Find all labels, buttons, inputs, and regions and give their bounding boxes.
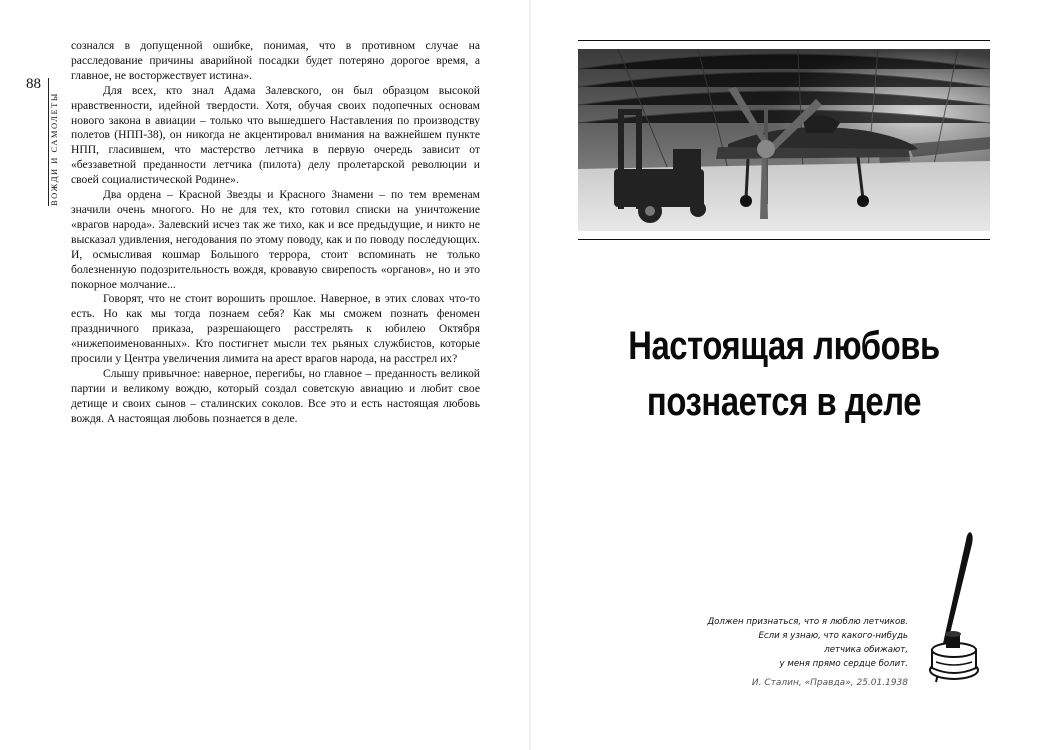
quote-line: Если я узнаю, что какого-нибудь (758, 631, 908, 641)
paragraph-continuation: сознался в допущенной ошибке, понимая, что в противном случае на расследование причины аварийной посадки будет потеряно дорогое время, а главное, не восторжествует истина». (71, 39, 480, 82)
quote-line: у меня прямо сердце болит. (779, 659, 908, 669)
hangar-aircraft-photo (578, 49, 990, 231)
running-head-text: ВОЖДИ И САМОЛЕТЫ (49, 92, 59, 206)
chapter-title-line-1: Настоящая любовь (628, 324, 940, 368)
photo-frame (578, 40, 990, 240)
quill-inkwell-icon (912, 530, 982, 690)
paragraph: Говорят, что не стоит ворошить прошлое. Наверное, в этих словах что-то есть. Но как мы тогда познаем себя? Как мы сможем познать феномен праздничного приказа, разрешающего расстрелять к юбилею Октября «нижепоименованных». Кто постигнет мысли тех рьяных службистов, которые просили у Центра увеличения лимита на арест врагов народа, на расстрел их? (71, 292, 480, 366)
epigraph-quote (690, 615, 908, 671)
quote-line: летчика обижают, (824, 645, 908, 655)
epigraph-attribution: И. Сталин, «Правда», 25.01.1938 (751, 678, 908, 688)
body-text (71, 39, 480, 427)
running-head (48, 78, 63, 206)
chapter-title (615, 318, 953, 430)
page-number: 88 (26, 76, 41, 92)
paragraph: Слышу привычное: наверное, перегибы, но главное – преданность великой партии и великому вождю, который создал советскую авиацию и любит свое детище и своих сынов – сталинских соколов. Все это и есть настоящая любовь вождя. А настоящая любовь познается в деле. (71, 366, 480, 425)
paragraph: Два ордена – Красной Звезды и Красного Знамени – по тем временам значили очень многого. Но не для тех, кто готовил списки на уничтожение «врагов народа». Залевский исчез так же тихо, как и все предыдущие, и никто не высказал удивления, негодования по этому поводу, как и по поводу последующих. И, осмысливая кошмар Большого террора, стоит вспоминать не только болезненную подозрительность вождя, кровавую свирепость «органов», но и это покорное молчание... (71, 188, 480, 291)
paragraph: Для всех, кто знал Адама Залевского, он был образцом высокой нравственности, идейной твердости. Хотя, обучая своих подопечных основам нового закона в авиации – только что вышедшего Наставления по производству полетов (НПП-38), он никогда не акцентировал внимания на важнейшем пункте НПП, гласившем, что мастерство летчика в первую очередь зависит от «беззаветной преданности летчика (пилота) делу пролетарской революции и своей социалистической Родине». (71, 83, 480, 187)
hangar-aircraft-illustration (578, 49, 990, 231)
left-page (0, 0, 530, 750)
chapter-title-line-2: познается в деле (646, 380, 922, 424)
quote-line: Должен признаться, что я люблю летчиков. (707, 617, 908, 627)
